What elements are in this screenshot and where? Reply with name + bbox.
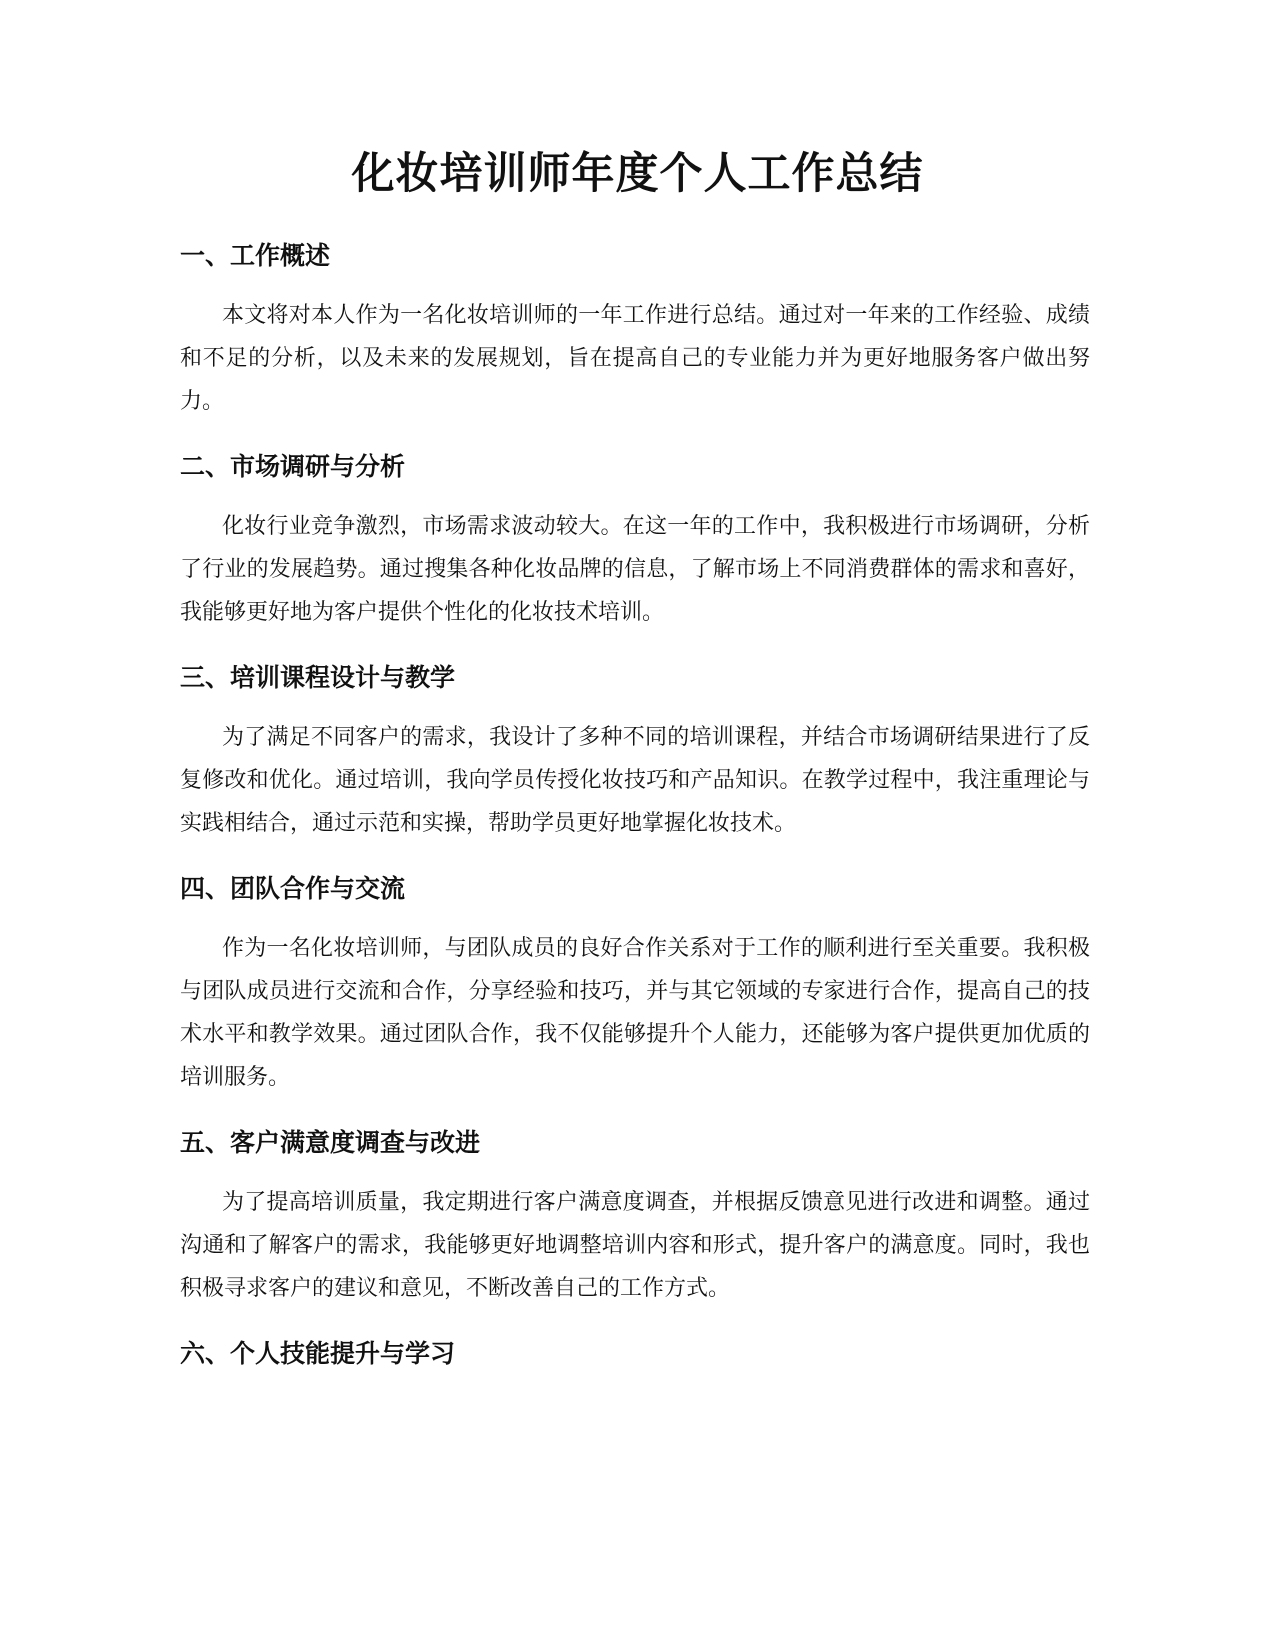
section-paragraph: 本文将对本人作为一名化妆培训师的一年工作进行总结。通过对一年来的工作经验、成绩和不足的分析，以及未来的发展规划，旨在提高自己的专业能力并为更好地服务客户做出努力。	[180, 303, 1090, 414]
section-heading: 二、市场调研与分析	[180, 452, 406, 481]
document-title: 化妆培训师年度个人工作总结	[351, 149, 924, 199]
section-paragraph: 为了满足不同客户的需求，我设计了多种不同的培训课程，并结合市场调研结果进行了反复修改和优化。通过培训，我向学员传授化妆技巧和产品知识。在教学过程中，我注重理论与实践相结合，通过示范和实操，帮助学员更好地掌握化妆技术。	[180, 725, 1090, 836]
section-teamwork	[180, 869, 1090, 1099]
section-paragraph: 化妆行业竞争激烈，市场需求波动较大。在这一年的工作中，我积极进行市场调研，分析了行业的发展趋势。通过搜集各种化妆品牌的信息，了解市场上不同消费群体的需求和喜好，我能够更好地为客户提供个性化的化妆技术培训。	[180, 514, 1090, 625]
section-heading: 六、个人技能提升与学习	[180, 1339, 456, 1368]
section-market-research	[180, 447, 1090, 634]
section-heading: 四、团队合作与交流	[180, 874, 406, 903]
section-skill-improvement	[180, 1334, 1090, 1374]
section-overview	[180, 236, 1090, 423]
section-heading: 三、培训课程设计与教学	[180, 663, 456, 692]
section-course-design	[180, 658, 1090, 845]
section-paragraph: 作为一名化妆培训师，与团队成员的良好合作关系对于工作的顺利进行至关重要。我积极与团队成员进行交流和合作，分享经验和技巧，并与其它领域的专家进行合作，提高自己的技术水平和教学效果。通过团队合作，我不仅能够提升个人能力，还能够为客户提供更加优质的培训服务。	[180, 936, 1090, 1090]
section-heading: 一、工作概述	[180, 241, 331, 270]
section-heading: 五、客户满意度调查与改进	[180, 1128, 481, 1157]
section-customer-satisfaction	[180, 1123, 1090, 1310]
document-content	[180, 236, 1090, 1374]
section-paragraph: 为了提高培训质量，我定期进行客户满意度调查，并根据反馈意见进行改进和调整。通过沟通和了解客户的需求，我能够更好地调整培训内容和形式，提升客户的满意度。同时，我也积极寻求客户的建议和意见，不断改善自己的工作方式。	[180, 1190, 1090, 1301]
